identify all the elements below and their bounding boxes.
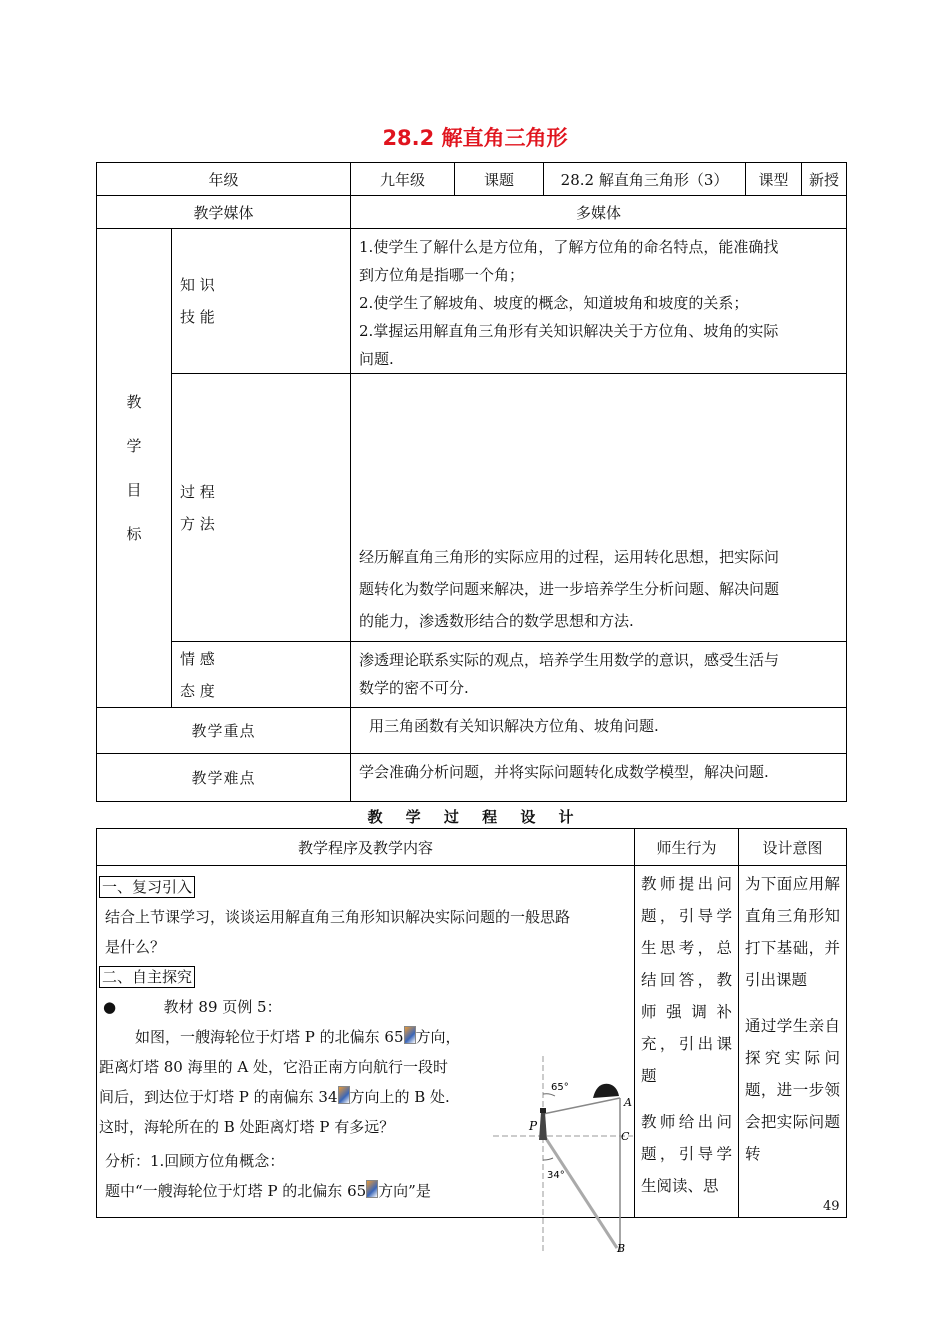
- intent-p1: 为下面应用解直角三角形知打下基础，并引出课题: [745, 875, 840, 989]
- bullet-icon: ●: [103, 998, 117, 1016]
- knowledge-content: [351, 229, 847, 374]
- objectives-char: 目: [126, 481, 142, 499]
- teacher-student-cell: [635, 866, 739, 1218]
- degree-image-icon: [366, 1180, 378, 1198]
- process-line: 题转化为数学问题来解决，进一步培养学生分析问题、解决问题: [359, 580, 780, 598]
- grade-label: 年级: [97, 163, 351, 196]
- topic-value: 28.2 解直角三角形（3）: [544, 163, 746, 196]
- key-point-label: 教学重点: [97, 708, 351, 754]
- process-line: 经历解直角三角形的实际应用的过程，运用转化思想，把实际问: [359, 548, 780, 566]
- section2-title: 二、自主探究: [99, 966, 195, 988]
- teacher-p1: 教师提出问题，引导学生思考，总结回答，教师强调补充，引出课题: [641, 875, 732, 1085]
- intent-cell: [739, 866, 847, 1218]
- knowledge-line: 2.掌握运用解直角三角形有关知识解决关于方位角、坡角的实际: [359, 322, 779, 340]
- objectives-char: 标: [126, 525, 142, 543]
- attitude-line: 数学的密不可分.: [359, 679, 469, 697]
- last-line: 方向”是: [378, 1182, 431, 1200]
- process-table: [96, 828, 847, 1254]
- content-cell: [97, 866, 635, 1254]
- knowledge-label: [172, 229, 351, 374]
- example-line: 这时，海轮所在的 B 处距离灯塔 P 有多远？: [99, 1118, 395, 1136]
- grade-value: 九年级: [351, 163, 455, 196]
- objectives-label: [97, 229, 172, 708]
- process-label-line: 过 程: [180, 482, 215, 501]
- section1-line: 是什么？: [105, 938, 166, 956]
- lighthouse-diagram: [493, 1054, 643, 1254]
- knowledge-label-line: 知 识: [180, 276, 215, 294]
- col-header-behavior: 师生行为: [635, 829, 739, 866]
- diagram-label-p: P: [529, 1119, 538, 1133]
- diagram-angle-bottom: 34°: [547, 1170, 565, 1181]
- diagram-label-a: A: [624, 1096, 632, 1109]
- difficulty-text: 学会准确分析问题，并将实际问题转化成数学模型，解决问题.: [359, 763, 769, 781]
- key-point-value: [351, 708, 847, 754]
- lesson-info-table: [96, 162, 847, 802]
- bullet-text: 教材 89 页例 5：: [163, 998, 282, 1016]
- process-content: [351, 374, 847, 642]
- knowledge-label-line: 技 能: [180, 308, 215, 326]
- process-label: [172, 374, 351, 642]
- col-header-intent: 设计意图: [739, 829, 847, 866]
- attitude-label: [172, 642, 351, 708]
- attitude-content: [351, 642, 847, 708]
- analysis-line: 分析：1.回顾方位角概念：: [105, 1152, 285, 1170]
- teacher-p2: 教师给出问题，引导学生阅读、思: [641, 1113, 732, 1195]
- process-line: 的能力，渗透数形结合的数学思想和方法.: [359, 612, 634, 630]
- type-label: 课型: [746, 163, 802, 196]
- difficulty-label: 教学难点: [97, 754, 351, 802]
- diagram-label-c: C: [621, 1130, 630, 1143]
- attitude-label-line: 情 感: [180, 649, 215, 668]
- degree-image-icon: [338, 1086, 350, 1104]
- process-design-title: 教 学 过 程 设 计: [367, 808, 583, 826]
- objectives-char: 教: [126, 393, 142, 411]
- attitude-line: 渗透理论联系实际的观点，培养学生用数学的意识，感受生活与: [359, 651, 780, 669]
- section1-title: 一、复习引入: [99, 876, 195, 898]
- process-label-line: 方 法: [180, 514, 215, 533]
- objectives-char: 学: [126, 437, 142, 455]
- type-value: 新授: [802, 163, 847, 196]
- example-line: 间后，到达位于灯塔 P 的南偏东 34: [99, 1088, 338, 1106]
- key-point-text: 用三角函数有关知识解决方位角、坡角问题.: [369, 717, 659, 735]
- diagram-label-b: B: [617, 1242, 626, 1254]
- attitude-label-line: 态 度: [180, 681, 215, 700]
- example-line: 方向，: [415, 1028, 461, 1046]
- example-line: 方向上的 B 处.: [349, 1088, 450, 1106]
- example-line: 如图，一艘海轮位于灯塔 P 的北偏东 65: [135, 1028, 404, 1046]
- knowledge-line: 1.使学生了解什么是方位角，了解方位角的命名特点，能准确找: [359, 238, 779, 256]
- col-header-content: 教学程序及教学内容: [97, 829, 635, 866]
- intent-p2: 通过学生亲自探究实际问题，进一步领会把实际问题转: [745, 1017, 840, 1163]
- topic-label: 课题: [455, 163, 544, 196]
- knowledge-line: 到方位角是指哪一个角；: [359, 266, 525, 284]
- difficulty-value: [351, 754, 847, 802]
- knowledge-line: 问题.: [359, 350, 394, 368]
- example-line: 距离灯塔 80 海里的 A 处，它沿正南方向航行一段时: [99, 1058, 448, 1076]
- media-label: 教学媒体: [97, 196, 351, 229]
- document-title: 28.2 解直角三角形: [382, 126, 568, 150]
- diagram-angle-top: 65°: [551, 1082, 569, 1093]
- degree-image-icon: [404, 1026, 416, 1044]
- page-number: 49: [823, 1199, 840, 1214]
- media-value: 多媒体: [351, 196, 847, 229]
- knowledge-line: 2.使学生了解坡角、坡度的概念，知道坡角和坡度的关系；: [359, 294, 749, 312]
- section1-line: 结合上节课学习，谈谈运用解直角三角形知识解决实际问题的一般思路: [105, 908, 571, 926]
- last-line: 题中“一艘海轮位于灯塔 P 的北偏东 65: [105, 1182, 367, 1200]
